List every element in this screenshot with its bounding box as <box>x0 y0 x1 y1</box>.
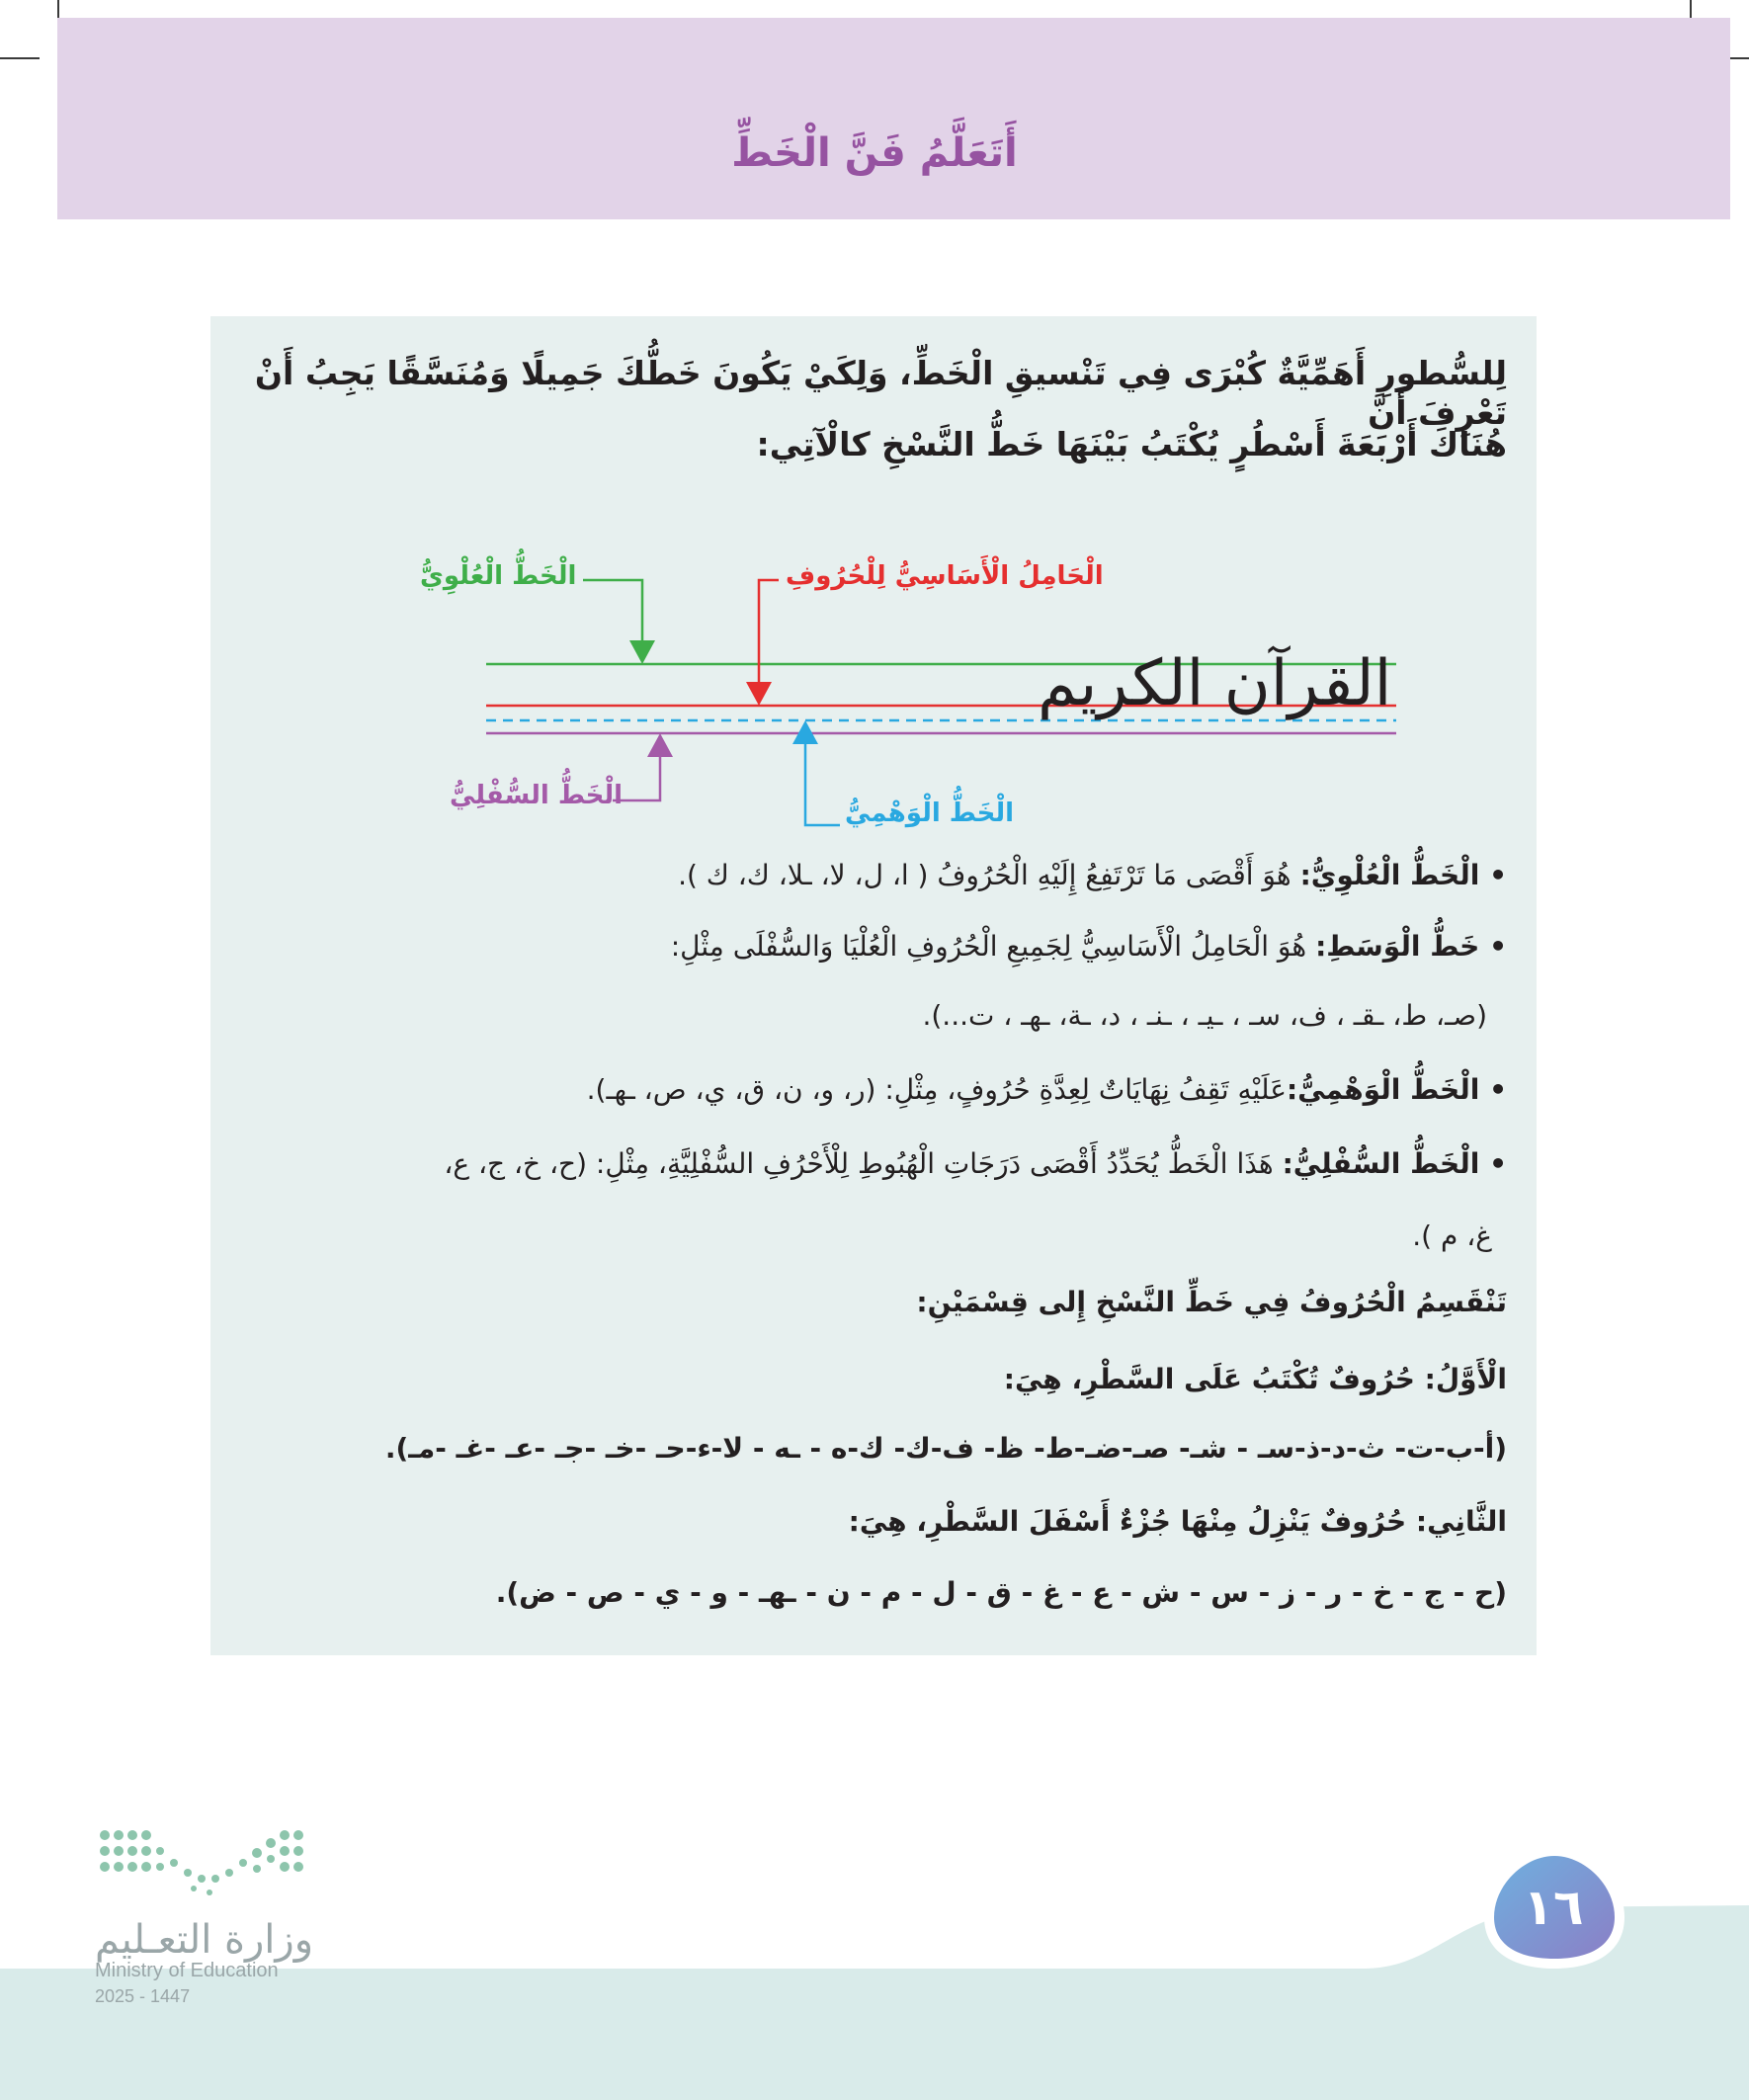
lower-arrow-head <box>647 733 673 757</box>
division-second-letters: (ح - ج - خ - ر - ز - س - ش - ع - غ - ق - ل - م - ن - ـهـ - و - ي - ص - ض). <box>495 1576 1507 1609</box>
ministry-name-ar: وزارة التعـليم <box>95 1917 314 1963</box>
division-second-title: الثَّانِي: حُرُوفٌ يَنْزِلُ مِنْهَا جُزْءٌ أَسْفَلَ السَّطْرِ، هِيَ: <box>848 1505 1507 1538</box>
label-base-line: الْحَامِلُ الْأَسَاسِيُّ لِلْحُرُوفِ <box>786 561 1104 591</box>
bullet-lower-line-cont: غ، م ). <box>1412 1219 1492 1252</box>
label-imaginary-line: الْخَطُّ الْوَهْمِيُّ <box>845 798 1015 828</box>
upper-arrow-head <box>629 640 655 664</box>
label-lower-line: الْخَطُّ السُّفْلِيُّ <box>450 781 624 810</box>
intro-line-2: هُنَاكَ أَرْبَعَةَ أَسْطُرٍ يُكْتَبُ بَيْنَهَا خَطُّ النَّسْخِ كالْآتِي: <box>756 425 1507 463</box>
page-number: ١٦ <box>1523 1879 1584 1936</box>
ministry-logo-icon <box>95 1823 312 1902</box>
division-first-title: الْأَوَّلُ: حُرُوفٌ تُكْتَبُ عَلَى السَّطْرِ، هِيَ: <box>1003 1363 1507 1395</box>
base-arrow <box>759 580 779 694</box>
lines-diagram <box>0 0 1749 870</box>
bullet-lower-line: • الْخَطُّ السُّفْلِيُّ: هَذَا الْخَطُّ يُحَدِّدُ أَقْصَى دَرَجَاتِ الْهُبُوطِ لِلْأَحْرُفِ السُّفْلِيَّةِ، مِثْلِ: (ح، خ، ج، ع، <box>444 1147 1507 1180</box>
sample-text: القرآن الكريم <box>1038 647 1392 720</box>
label-upper-line: الْخَطُّ الْعُلْوِيُّ <box>420 561 577 591</box>
page-title: أَتَعَلَّمُ فَنَّ الْخَطِّ <box>731 130 1018 176</box>
bullet-imaginary-line: • الْخَطُّ الْوَهْمِيُّ:عَلَيْهِ تَقِفُ نِهَايَاتٌ لِعِدَّةِ حُرُوفٍ، مِثْلِ: (ر، و، ن، ق، ي، ص، ـهـ). <box>586 1073 1507 1106</box>
imaginary-arrow <box>805 732 840 825</box>
bullet-upper-line: • الْخَطُّ الْعُلْوِيُّ: هُوَ أَقْصَى مَا تَرْتَفِعُ إِلَيْهِ الْحُرُوفُ ( ا، ل، لا، ـلا، ك، ك ). <box>678 859 1507 891</box>
bullet-middle-examples: (صـ، ط، ـقـ ، ف، سـ ، ـيـ ، ـنـ ، د، ـة، ـهـ ، ت...). <box>922 999 1487 1032</box>
intro-line-1: لِلسُّطورِ أَهَمِّيَّةٌ كُبْرَى فِي تَنْسيقِ الْخَطِّ، وَلِكَيْ يَكُونَ خَطُّكَ جَمِيلًا وَمُنَسَّقًا يَجِبُ أَنْ تَعْرِفَ أَنَّ <box>254 354 1507 432</box>
ministry-name-en: Ministry of Education <box>95 1960 279 1981</box>
bullet-middle-line: • خَطُّ الْوَسَطِ: هُوَ الْحَامِلُ الْأَسَاسِيُّ لِجَمِيعِ الْحُرُوفِ الْعُلْيَا وَالسُّفْلَى مِثْلِ: <box>670 930 1507 963</box>
division-first-letters: (أ-ب-ت- ث-د-ذ-سـ - شـ- صـ-ضـ-ط- ظ- ف-ك- ك-ه - ـه - لا-ء-حـ -خـ -جـ -عـ -غـ -مـ). <box>384 1432 1507 1465</box>
edition-year: 2025 - 1447 <box>95 1986 191 2006</box>
division-intro: تَنْقَسِمُ الْحُرُوفُ فِي خَطِّ النَّسْخِ إِلى قِسْمَيْنِ: <box>916 1286 1507 1318</box>
base-arrow-head <box>746 682 772 706</box>
